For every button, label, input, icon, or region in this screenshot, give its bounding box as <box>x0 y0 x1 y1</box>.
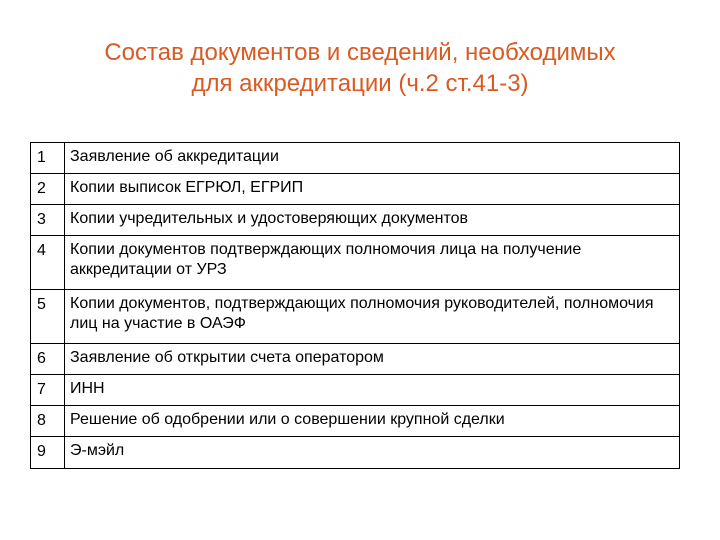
documents-table <box>30 142 680 469</box>
row-text: Заявление об открытии счета оператором <box>70 349 384 366</box>
row-number: 2 <box>31 174 65 204</box>
table-row <box>31 406 679 437</box>
row-text: Заявление об аккредитации <box>70 148 279 165</box>
row-text: Решение об одобрении или о совершении крупной сделки <box>70 411 505 428</box>
row-number: 3 <box>31 205 65 235</box>
row-text: Копии учредительных и удостоверяющих документов <box>70 210 469 227</box>
row-number: 9 <box>31 437 65 468</box>
row-number: 8 <box>31 406 65 436</box>
row-number: 5 <box>31 290 65 343</box>
row-text: ИНН <box>70 380 105 397</box>
table-row <box>31 174 679 205</box>
row-number: 7 <box>31 375 65 405</box>
table-row <box>31 290 679 344</box>
title-line-2: для аккредитации (ч.2 ст.41-3) <box>191 70 529 97</box>
row-number: 1 <box>31 143 65 173</box>
title-line-1: Состав документов и сведений, необходимых <box>104 39 616 66</box>
table-row <box>31 344 679 375</box>
row-text: Копии документов подтверждающих полномочия лица на получение аккредитации от УРЗ <box>70 241 582 278</box>
row-text: Копии выписок ЕГРЮЛ, ЕГРИП <box>70 179 304 196</box>
row-number: 6 <box>31 344 65 374</box>
table-row <box>31 143 679 174</box>
table-row <box>31 437 679 468</box>
table-row <box>31 375 679 406</box>
row-text: Э-мэйл <box>70 442 125 459</box>
slide-title <box>40 37 680 99</box>
row-text: Копии документов, подтверждающих полномочия руководителей, полномочия лиц на участие в ОАЭФ <box>70 295 654 332</box>
table-row <box>31 236 679 290</box>
row-number: 4 <box>31 236 65 289</box>
table-row <box>31 205 679 236</box>
